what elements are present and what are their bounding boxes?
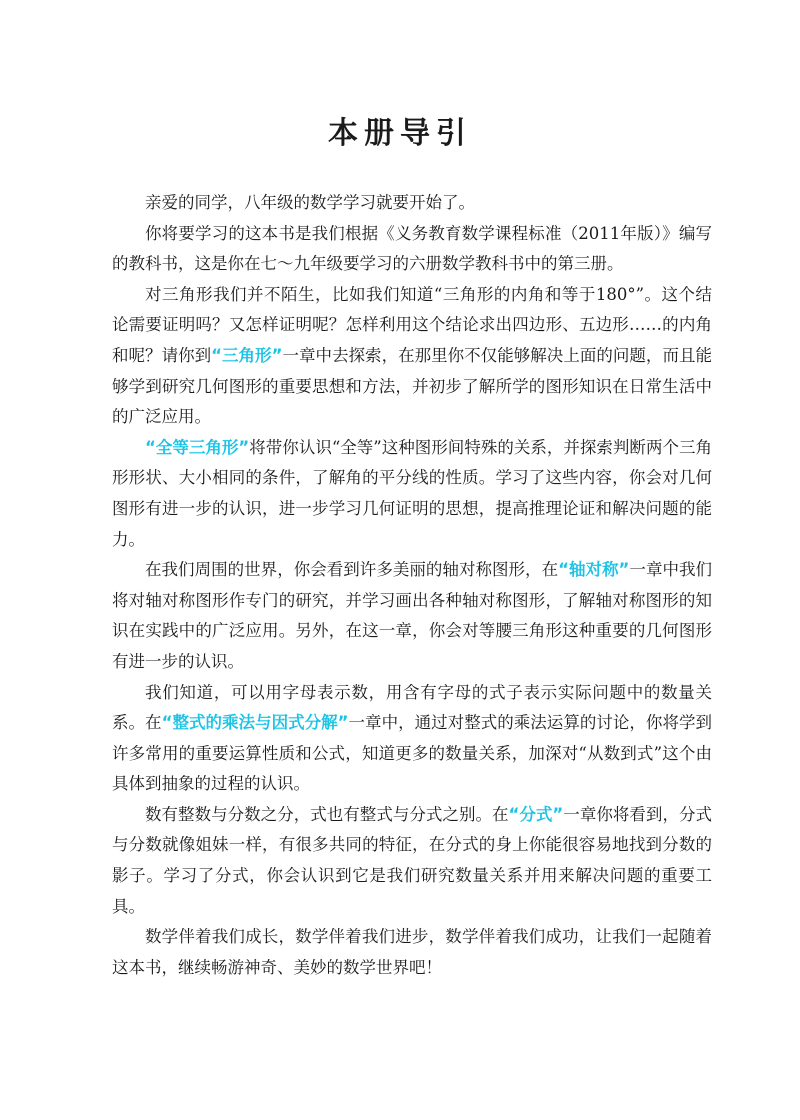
- paragraph: [112, 555, 712, 677]
- paragraph-text: 数有整数与分数之分，式也有整式与分式之别。在: [145, 804, 509, 824]
- page-title: 本册导引: [328, 116, 472, 151]
- paragraph: [112, 922, 712, 983]
- paragraph-text: 在我们周围的世界，你会看到许多美丽的轴对称图形，在: [145, 560, 559, 580]
- paragraph-text: 一章中，通过对整式的乘法运算的讨论，你将学到许多常用的重要运算性质和公式，知道更多的数量关系，加深对“从数到式”这个由具体到抽象的过程的认识。: [112, 713, 713, 794]
- paragraph-text: 对三角形我们并不陌生，比如我们知道“三角形的内角和等于180°”。这个结论需要证明吗？又怎样证明呢？怎样利用这个结论求出四边形、五边形……的内角和呢？请你到: [112, 284, 712, 365]
- chapter-highlight: “分式”: [508, 804, 564, 824]
- chapter-highlight: “全等三角形”: [145, 437, 250, 457]
- paragraph-text: 一章中去探索，在那里你不仅能够解决上面的问题，而且能够学到研究几何图形的重要思想和方法，并初步了解所学的图形知识在日常生活中的广泛应用。: [112, 345, 712, 427]
- chapter-highlight: “整式的乘法与因式分解”: [161, 713, 349, 733]
- paragraph: [112, 280, 712, 433]
- paragraph: [112, 188, 712, 219]
- chapter-highlight: “三角形”: [211, 345, 283, 365]
- paragraph-text: 一章中我们将对轴对称图形作专门的研究，并学习画出各种轴对称图形，了解轴对称图形的知识在实践中的广泛应用。另外，在这一章，你会对等腰三角形这种重要的几何图形有进一步的认识。: [112, 560, 713, 671]
- paragraph: [112, 219, 712, 280]
- paragraph-text: 我们知道，可以用字母表示数，用含有字母的式子表示实际问题中的数量关系。在: [112, 682, 712, 733]
- paragraph-text: 亲爱的同学，八年级的数学学习就要开始了。: [145, 193, 475, 212]
- paragraph: [112, 433, 712, 555]
- chapter-highlight: “轴对称”: [558, 560, 630, 580]
- body-text: [112, 188, 712, 983]
- paragraph: [112, 678, 712, 800]
- paragraph: [112, 800, 712, 922]
- paragraph-text: 一章你将看到，分式与分数就像姐妹一样，有很多共同的特征，在分式的身上你能很容易地找到分数的影子。学习了分式，你会认识到它是我们研究数量关系并用来解决问题的重要工具。: [112, 804, 712, 916]
- paragraph-text: 你将要学习的这本书是我们根据《义务教育数学课程标准（2011年版）》编写的教科书，这是你在七～九年级要学习的六册数学教科书中的第三册。: [112, 223, 712, 274]
- paragraph-text: 将带你认识“全等”这种图形间特殊的关系，并探索判断两个三角形形状、大小相同的条件，了解角的平分线的性质。学习了这些内容，你会对几何图形有进一步的认识，进一步学习几何证明的思想，提高推理论证和解决问题的能力。: [112, 437, 712, 549]
- paragraph-text: 数学伴着我们成长，数学伴着我们进步，数学伴着我们成功，让我们一起随着这本书，继续畅游神奇、美妙的数学世界吧！: [112, 927, 712, 977]
